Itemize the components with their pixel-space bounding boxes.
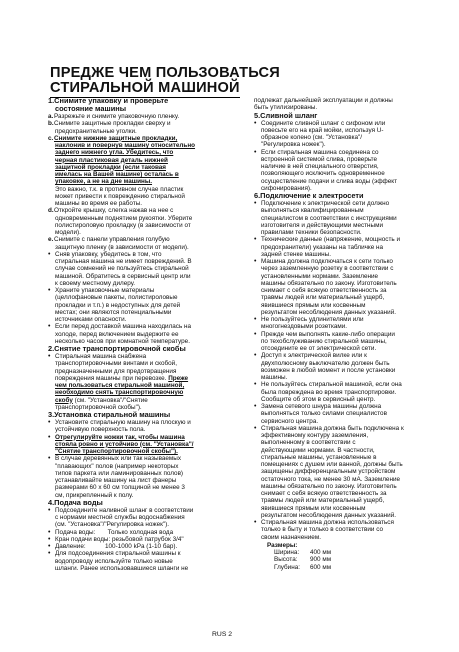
bullet-water-supply: • Подача воды: Только холодная вода [48, 529, 244, 536]
bullet-flat-surface: • Установите стиральную машину на плоскую и устойчивую поверхность пола. [48, 419, 244, 434]
depth-label: Глубина: [274, 563, 300, 571]
page-number: RUS 2 [212, 631, 233, 638]
left-column: 1.Снимите упаковку и проверьте состояние машины a.Разрежьте и снимите упаковочную пленку. b.Снимите защитные прокладки сверху и предохранительные уголки. c.Снимите нижние защитные прокладки, наклонив и повернув машину относительно заднего нижнего угла. Убедитесь, что черная пластиковая деталь нижней защитной прокладки (если таковая имелась на Вашей машине) осталась в упаковке, а не на дне машины. Это важно, т.к. в противном случае пластик может привести к повреждению стиральной машины во время ее работы. d.Откройте крышку, слегка нажав на нее с одновременным поднятием рукоятки. Уберите полистироловую прокладку (в зависимости от модели). e.Снимите с панели управления голубую защитную пленку (в зависимости от модели). • Сняв упаковку, убедитесь в том, что стиральная машина не имеет повреждений. В случае сомнений не пользуйтесь стиральной машиной. Обратитесь в сервисный центр или к своему местному дилеру. • Храните упаковочные материалы (целлофановые пакеты, полистироловые прокладки и т.п.) в недоступных для детей местах; они являются потенциальными источниками опасности. • Если перед доставкой машина находилась на холоде, перед включением выдержите ее несколько часов при комнатной температуре. 2.Снятие транспортировочной скобы • Стиральная машина снабжена транспортировочными винтами и скобой, предназначенными для предотвращения повреждения машины при перевозке. Преже чем пользоваться стиральной машиной, необходимо снять транспортировочную скобу (см. "Установка"/"Снятие транспортировочной скобы"). 3.Установка стиральной машины • Установите стиральную машину на плоскую и устойчивую поверхность пола. • Отрегулируйте ножки так, чтобы машина стояла ровно и устойчиво (см. "Установка"/ "Снятие транспортировочной скобы"). • В случае деревянных или так называемых "плавающих" полов (например некоторых типов паркета или ламинированных полов) устанавливайте машину на лист фанеры размерами 60 x 60 см толщиной не менее 3 см, прикрепленный к полу. 4.Подача воды • Подсоедините наливной шланг в соответствии с нормами местной службы водоснабжения (см. "Установка"/"Регулировка ножек"). • Подача воды: Только холодная вода • Кран подачи воды: резьбовой патрубок 3/4" • Давление: 100-1000 kPa (1-10 бар). • Для подсоединения стиральной машины к водопроводу используйте только новые шланги. Ранее использовавшиеся шланги не [48, 97, 244, 572]
bullet-inlet-hose: • Подсоедините наливной шланг в соответствии с нормами местной службы водоснабжения (см. "Установка"/"Регулировка ножек"). [48, 507, 244, 529]
bullet-earth-circuit: • Стиральная машина должна быть подключена к эффективному контуру заземления, выполненному в соответствии с действующими нормами. В частности, стиральные машины, установленные в помещениях с душем или ванной, должны быть защищены дифференциальным устройством остаточного тока, не менее 30 мА. Заземление машины обязательно по закону. Изготовитель снимает с себя всякую ответственность за травмы людей или материальный ущерб, явившиеся прямым или косвенным результатом несоблюдения данных указаний. [254, 425, 452, 519]
section-5-heading: 5.Сливной шланг [254, 110, 318, 120]
section-2-heading: 2.Снятие транспортировочной скобы [48, 344, 186, 353]
bullet-damaged: • Не пользуйтесь стиральной машиной, если она была повреждена во время транспортировки. Сообщите об этом в сервисный центр. [254, 381, 452, 403]
dimensions-label: Размеры: [267, 541, 298, 549]
bullet-cold: • Если перед доставкой машина находилась на холоде, перед включением выдержите ее несколько часов при комнатной температуре. [48, 323, 244, 345]
height-value: 900 мм [310, 556, 332, 564]
section-4-heading: 4.Подача воды [48, 497, 103, 507]
step-e: e.Снимите с панели управления голубую защитную пленку (в зависимости от модели). [48, 236, 189, 251]
bullet-tap: • Кран подачи воды: резьбовой патрубок 3/4" [48, 536, 244, 543]
continued-text: подлежат дальнейшей эксплуатации и должны быть утилизированы. [254, 97, 393, 112]
step-c: c.Снимите нижние защитные прокладки, наклонив и повернув машину относительно заднего нижнего угла. Убедитесь, что черная пластиковая деталь нижней защитной прокладки (если таковая имелась на Вашей машине) осталась в упаковке, а не на дне машины. Это важно, т.к. в противном случае пластик может привести к повреждению стиральной машины во время ее работы. [48, 134, 196, 207]
bullet-drain-hose: • Соедините сливной шланг с сифоном или повесьте его на край мойки, используя U- образное колено (см. "Установка"/ "Регулировка ножек"). [254, 120, 452, 149]
section-1-heading: 1.Снимите упаковку и проверьте состояние машины [48, 96, 169, 113]
bullet-extensions: • Не пользуйтесь удлинителями или многогнездовыми розетками. [254, 316, 452, 331]
bullet-disconnect: • Прежде чем выполнять какие-либо операции по техобслуживанию стиральной машины, отсоедините ее от электрической сети. [254, 331, 452, 353]
dimensions-block [254, 542, 452, 571]
bullet-plug-access: • Доступ к электрической вилке или к двухполюсному выключателю должен быть возможен в любой момент и после установки машины. [254, 352, 452, 381]
width-label: Ширина: [274, 549, 300, 556]
step-a: Разрежьте и снимите упаковочную пленку. [54, 113, 180, 120]
bullet-household-use: • Стиральная машина должна использоваться только в быту и только в соответствии со своим назначением. [254, 519, 452, 541]
bullet-new-hoses: • Для подсоединения стиральной машины к водопроводу используйте только новые шланги. Ранее использовавшиеся шланги не [48, 550, 244, 572]
title-line-1: ПРЕДЖЕ ЧЕМ ПОЛЬЗОВАТЬСЯ [50, 65, 280, 81]
bullet-built-in-drain: • Если стиральная машина соединена со встроенной системой слива, проверьте наличие в ней специального отверстия, позволяющего исключить одновременное осуществление подачи и слива воды (эффект сифонирования). [254, 149, 452, 193]
bullet-cord-replace: • Замена сетевого шнура машины должна выполняться только силами специалистов сервисного центра. [254, 403, 452, 425]
bullet-transport-bracket: • Стиральная машина снабжена транспортировочными винтами и скобой, предназначенными для предотвращения повреждения машины при перевозке. Преже чем пользоваться стиральной машиной, необходимо снять транспортировочную скобу (см. "Установка"/"Снятие транспортировочной скобы"). [48, 353, 244, 411]
right-column [254, 97, 452, 571]
bullet-adjust-feet: • Отрегулируйте ножки так, чтобы машина стояла ровно и устойчиво (см. "Установка"/ "Снятие транспортировочной скобы"). [48, 434, 244, 456]
width-value: 400 мм [310, 549, 332, 556]
section-6-heading: 6.Подключение к электросети [254, 191, 364, 200]
bullet-packaging: • Храните упаковочные материалы (целлофановые пакеты, полистироловые прокладки и т.п.) в недоступных для детей местах; они являются потенциальными источниками опасности. [48, 287, 244, 323]
title-line-2: СТИРАЛЬНОЙ МАШИНОЙ [50, 80, 240, 96]
bullet-qualified: • Подключение к электрической сети должно выполняться квалифицированным специалистом в соответствии с инструкциями изготовителя и действующими местными правилами техники безопасности. [254, 200, 452, 236]
height-label: Высота: [274, 556, 298, 564]
section-3-heading: 3.Установка стиральной машины [48, 410, 171, 419]
page-title [50, 66, 410, 98]
bullet-floating-floor: • В случае деревянных или так называемых "плавающих" полов (например некоторых типов паркета или ламинированных полов) устанавливайте машину на лист фанеры размерами 60 x 60 см толщиной не менее 3 см, прикрепленный к полу. [48, 455, 244, 499]
bullet-tech-data: • Технические данные (напряжение, мощность и предохранители) указаны на табличке на задней стенке машины. [254, 236, 452, 258]
bullet-pressure: • Давление: 100-1000 kPa (1-10 бар). [48, 543, 244, 550]
depth-value: 600 мм [310, 563, 332, 571]
bullet-check-damage: • Сняв упаковку, убедитесь в том, что стиральная машина не имеет повреждений. В случае сомнений не пользуйтесь стиральной машиной. Обратитесь в сервисный центр или к своему местному дилеру. [48, 251, 244, 287]
bullet-grounding: • Машина должна подключаться к сети только через заземленную розетку в соответствии с установленными нормами. Заземление машины обязательно по закону. Изготовитель снимает с себя всякую ответственность за травмы людей или материальный ущерб, явившиеся прямым или косвенным результатом несоблюдения данных указаний. [254, 258, 452, 316]
step-d: d.Откройте крышку, слегка нажав на нее с одновременным поднятием рукоятки. Уберите полистироловую прокладку (в зависимости от модели). [48, 207, 193, 236]
